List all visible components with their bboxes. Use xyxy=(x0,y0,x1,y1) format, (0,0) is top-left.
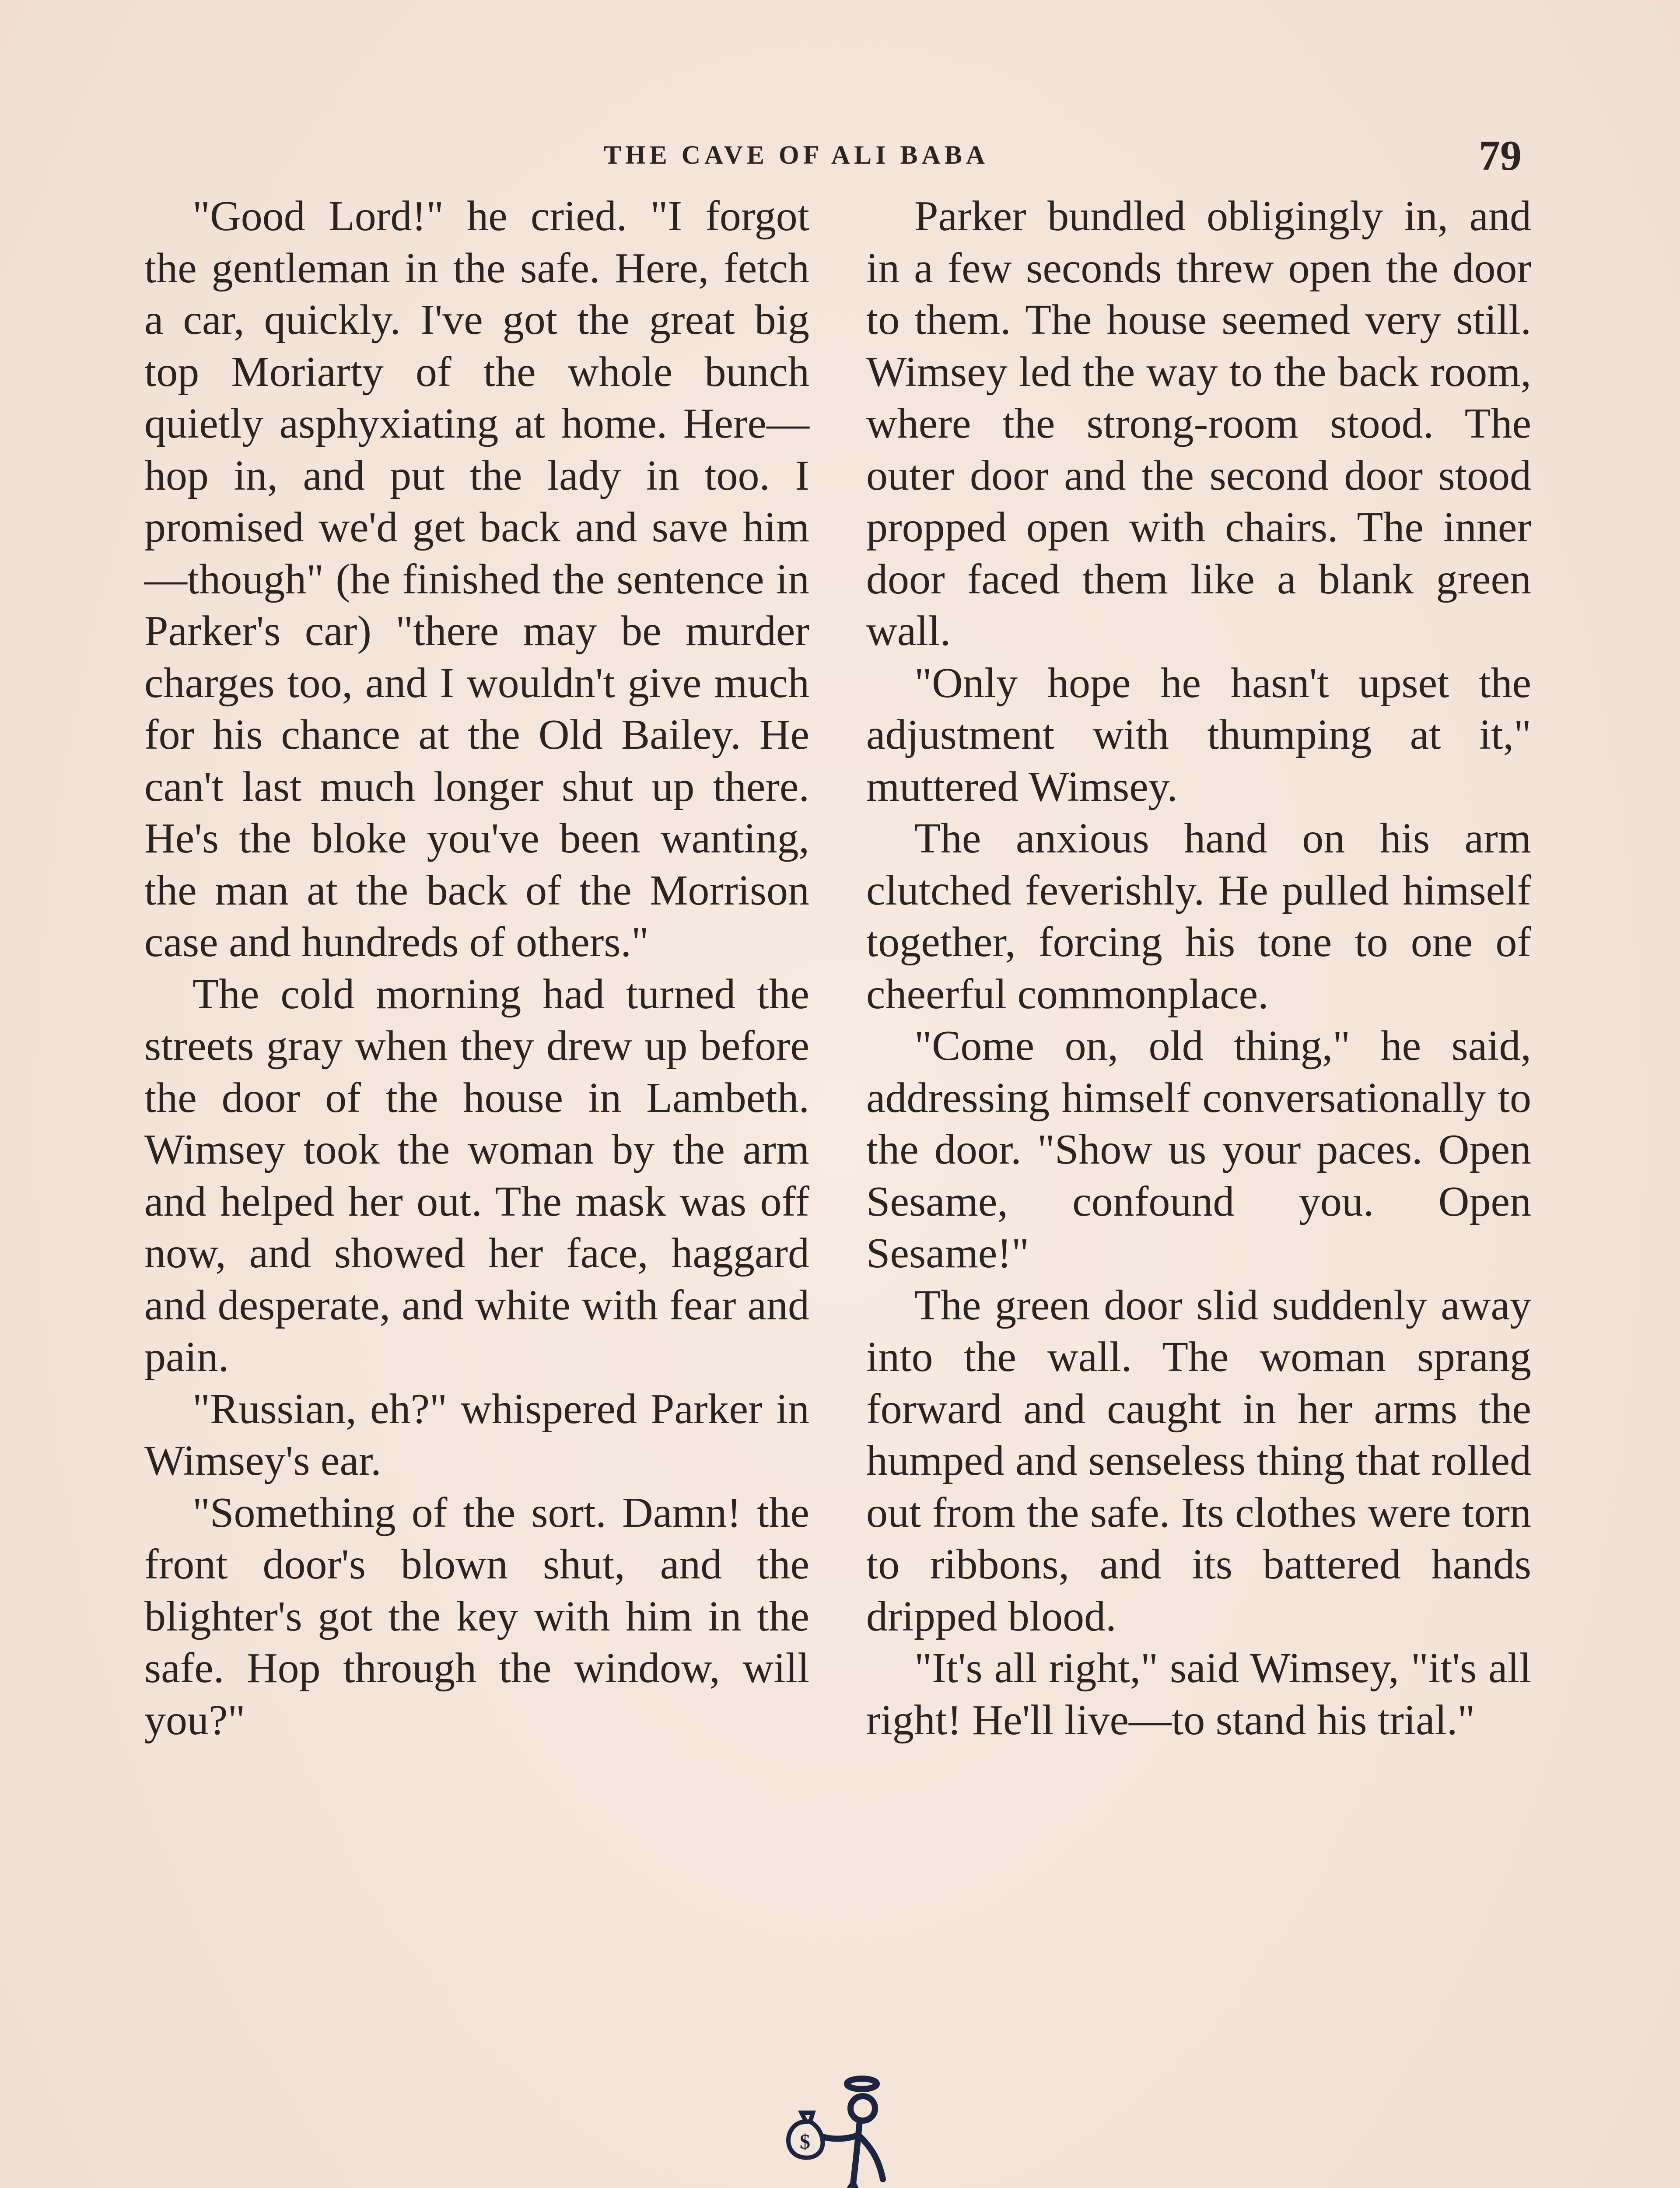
paragraph: Parker bundled obligingly in, and in a few seconds threw open the door to them. The house seemed very still. Wimsey led the way to the back room, where the strong-room stood. The outer door and the second door stood propped open with chairs. The inner door faced them like a blank green wall. xyxy=(866,193,1531,655)
running-head xyxy=(0,131,1680,184)
paragraph: The cold morning had turned the streets gray when they drew up before the door of the house in Lambeth. Wimsey took the woman by the arm and helped her out. The mask was off now, and showed her face, haggard and desperate, and white with fear and pain. xyxy=(144,970,809,1381)
paragraph: The anxious hand on his arm clutched feverishly. He pulled himself together, forcing his tone to one of cheerful commonplace. xyxy=(866,815,1531,1018)
right-text-column xyxy=(866,190,1531,1746)
paragraph: "Russian, eh?" whispered Parker in Wimsey's ear. xyxy=(144,1385,809,1484)
running-title: THE CAVE OF ALI BABA xyxy=(604,140,989,169)
haloed-stick-figure-with-moneybag-icon xyxy=(770,2074,901,2188)
paragraph: The green door slid suddenly away into the wall. The woman sprang forward and caught in her arms the humped and senseless thing that rolled out from the safe. Its clothes were torn to ribbons, and its battered hands dripped blood. xyxy=(866,1281,1531,1640)
svg-text:$: $ xyxy=(800,2130,810,2153)
paragraph: "Only hope he hasn't upset the adjustment with thumping at it," muttered Wimsey. xyxy=(866,659,1531,810)
paragraph: "It's all right," said Wimsey, "it's all right! He'll live—to stand his trial." xyxy=(866,1645,1531,1744)
left-text-column xyxy=(144,190,809,1746)
paragraph: "Something of the sort. Damn! the front door's blown shut, and the blighter's got the key with him in the safe. Hop through the window, will you?" xyxy=(144,1489,809,1744)
paragraph: "Come on, old thing," he said, addressing himself conversationally to the door. "Show us your paces. Open Sesame, confound you. Open Sesame!" xyxy=(866,1022,1531,1277)
page-number: 79 xyxy=(1479,132,1522,179)
paragraph: "Good Lord!" he cried. "I forgot the gentleman in the safe. Here, fetch a car, quickly. I've got the great big top Moriarty of the whole bunch quietly asphyxiating at home. Here—hop in, and put the lady in too. I promised we'd get back and save him—though" (he finished the sentence in Parker's car) "there may be murder charges too, and I wouldn't give much for his chance at the Old Bailey. He can't last much longer shut up there. He's the bloke you've been wanting, the man at the back of the Morrison case and hundreds of others." xyxy=(144,193,809,966)
